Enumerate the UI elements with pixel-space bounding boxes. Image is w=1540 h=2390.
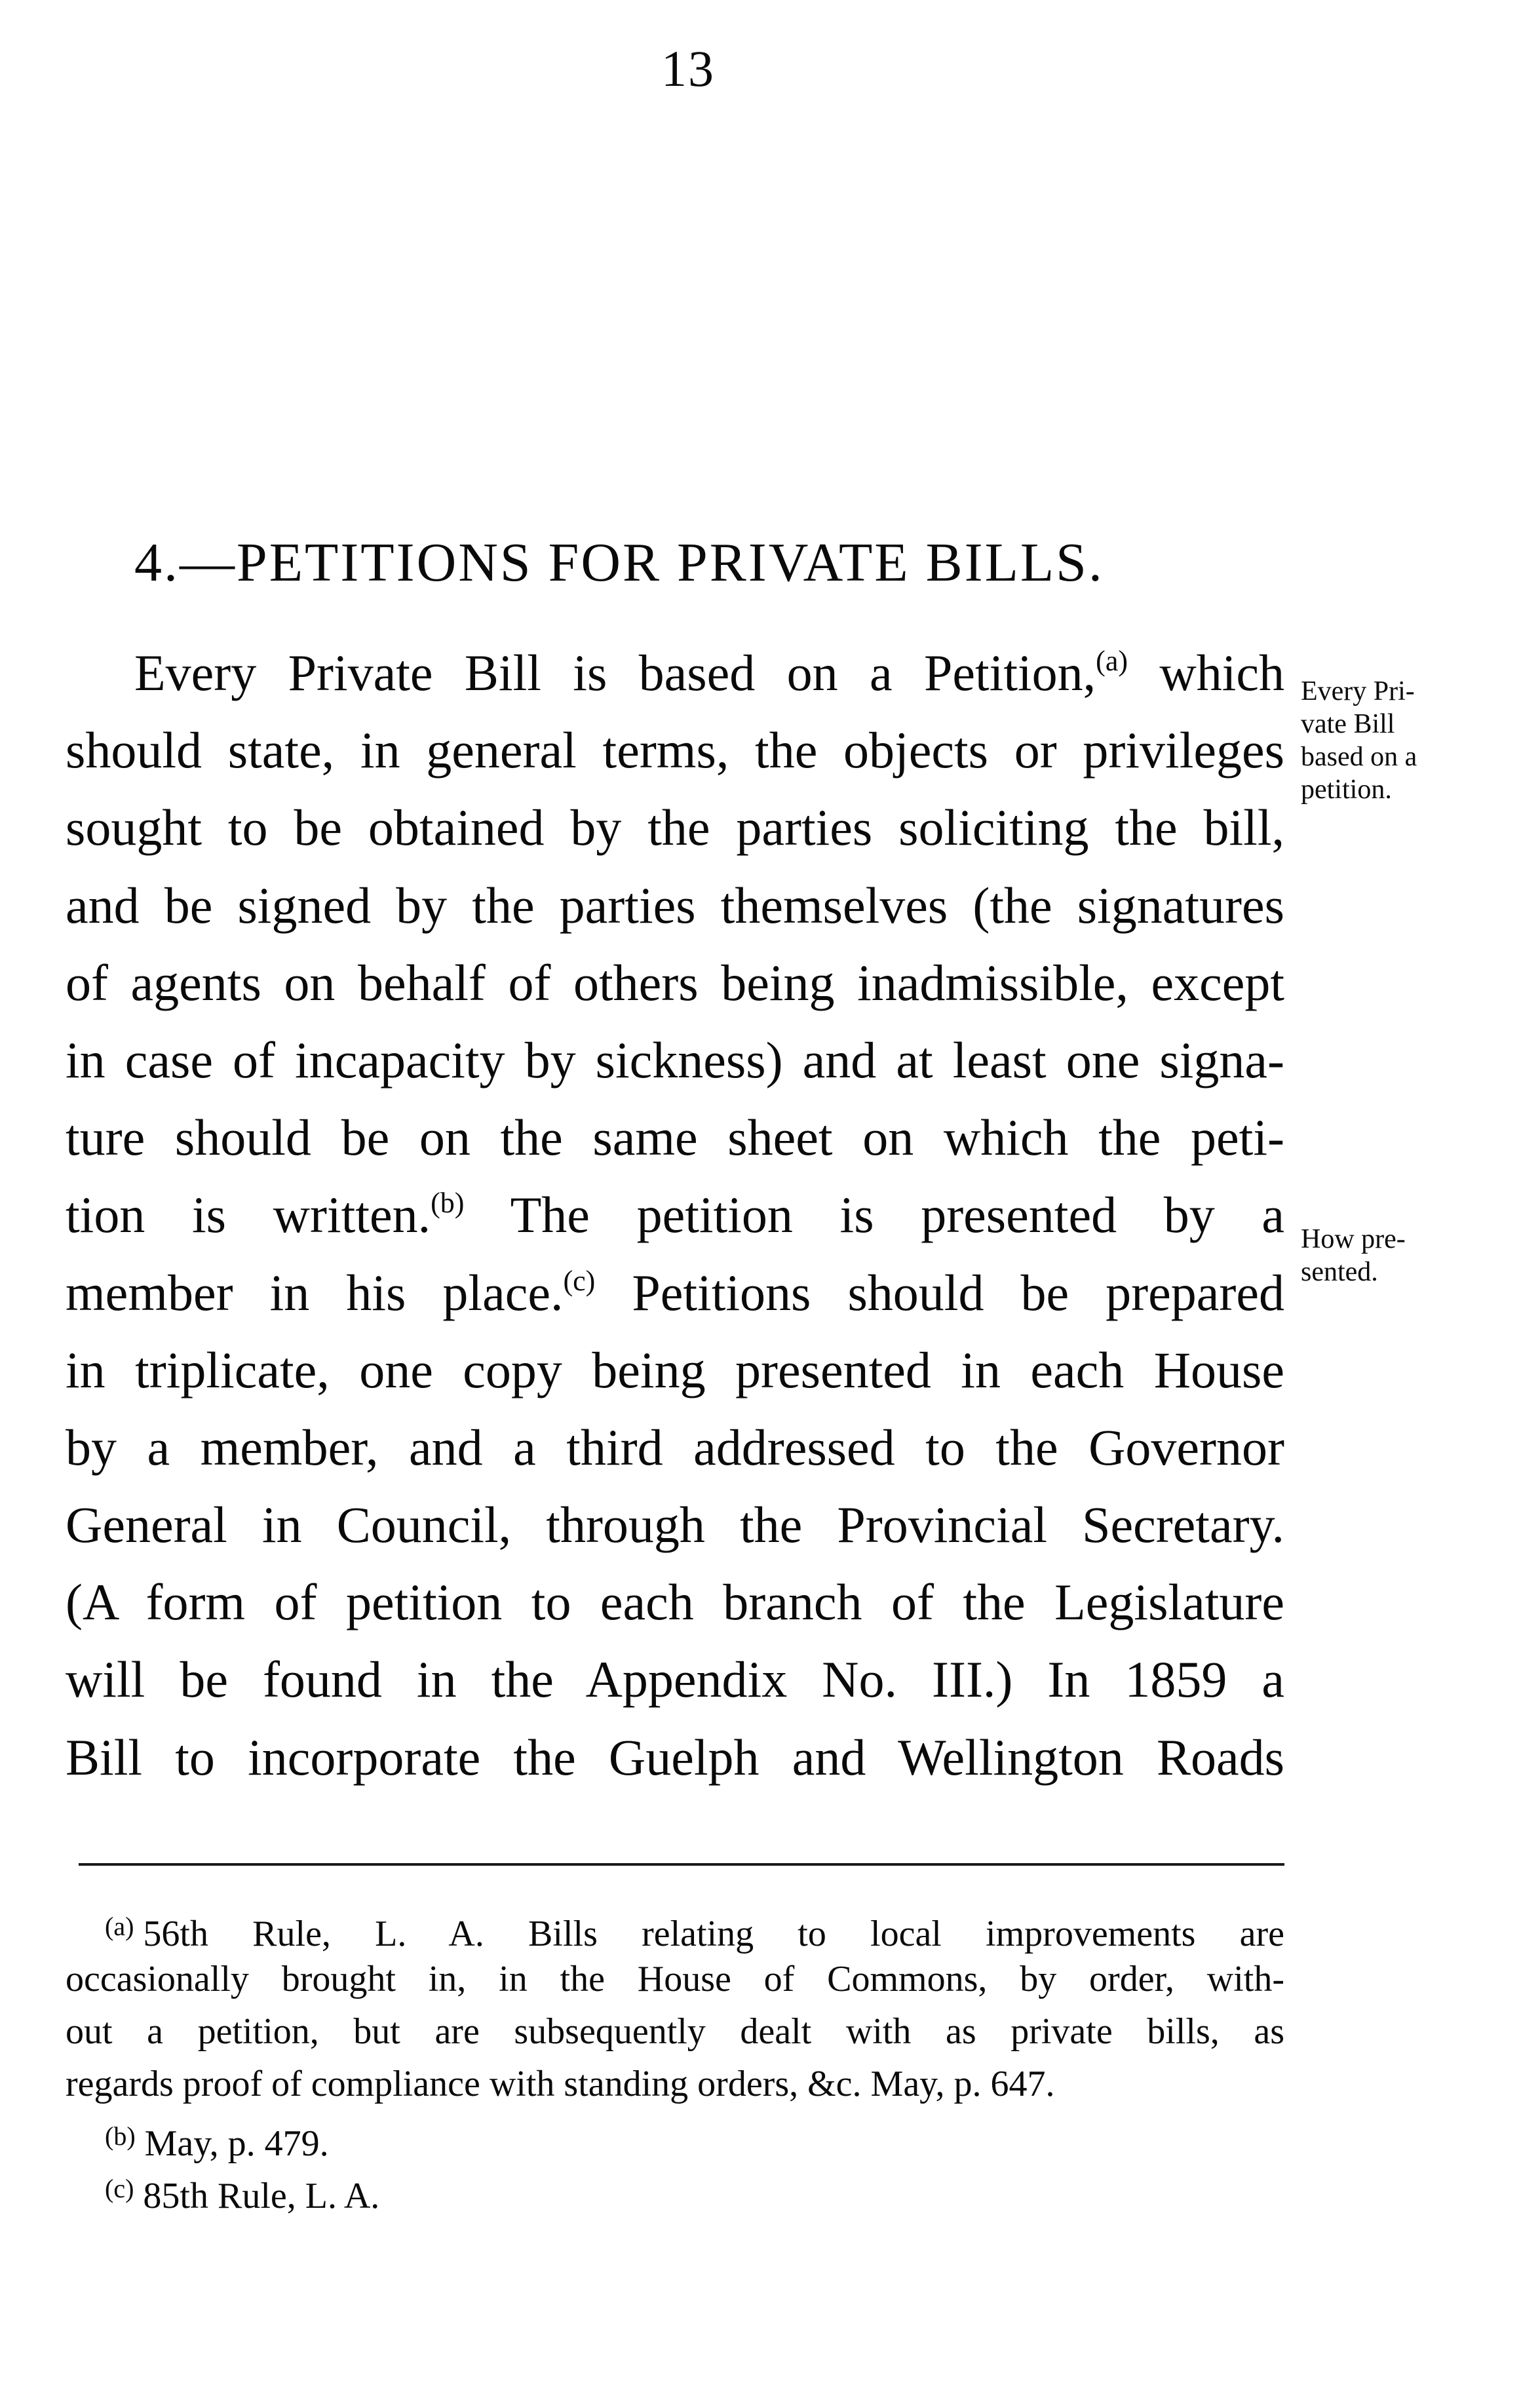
footnote-b: $^{(b)}$ May, p. 479. [105, 2121, 329, 2164]
margin-note-line: petition. [1301, 775, 1392, 805]
margin-note-how-presented [1301, 1223, 1517, 1288]
body-line: ture should be on the same sheet on which the peti- [66, 1109, 1284, 1166]
section-heading: 4.—PETITIONS FOR PRIVATE BILLS. [134, 532, 1104, 593]
margin-note-line: based on a [1301, 742, 1417, 772]
footnote-b-marker: (b) [105, 2121, 136, 2151]
body-line: and be signed by the parties themselves (the signatures [66, 876, 1284, 934]
body-line: in case of incapacity by sickness) and at least one signa- [66, 1031, 1284, 1089]
margin-note-line: vate Bill [1301, 709, 1395, 739]
body-line: of agents on behalf of others being inadmissible, except [66, 954, 1284, 1011]
body-line: Bill to incorporate the Guelph and Wellington Roads [66, 1728, 1284, 1786]
margin-note-line: Every Pri- [1301, 676, 1415, 706]
footnote-ref: (b) [431, 1187, 465, 1220]
footnotes [66, 1900, 1284, 2215]
body-line: will be found in the Appendix No. III.) In 1859 a [66, 1651, 1284, 1708]
body-line: tion is written.$^{(b)}$ The petition is presented by a [66, 1186, 1284, 1244]
body-paragraph [66, 634, 1284, 1796]
body-line: member in his place.$^{(c)}$ Petitions should be prepared [66, 1263, 1284, 1321]
footnote-divider [79, 1863, 1284, 1866]
body-line: sought to be obtained by the parties soliciting the bill, [66, 799, 1284, 857]
body-line: by a member, and a third addressed to the Governor [66, 1418, 1284, 1476]
body-line: Every Private Bill is based on a Petition,$^{(a)}$ which [134, 644, 1284, 701]
footnote-a-line: regards proof of compliance with standing orders, &c. May, p. 647. [66, 2064, 1055, 2104]
body-line: (A form of petition to each branch of the Legislature [66, 1573, 1284, 1631]
footnote-c-marker: (c) [105, 2174, 134, 2203]
margin-note-line: How pre- [1301, 1224, 1406, 1254]
footnote-a-marker: (a) [105, 1912, 134, 1941]
margin-note-line: sented. [1301, 1257, 1378, 1287]
footnote-c: $^{(c)}$ 85th Rule, L. A. [105, 2174, 380, 2216]
body-line: should state, in general terms, the objects or privileges [66, 722, 1284, 779]
footnote-a-line: $^{(a)}$ 56th Rule, L. A. Bills relating to local improvements are [105, 1912, 1284, 1954]
page-number: 13 [661, 40, 715, 97]
footnote-a-line: out a petition, but are subsequently dealt with as private bills, as [66, 2011, 1284, 2052]
body-line: in triplicate, one copy being presented in each House [66, 1341, 1284, 1398]
body-line: General in Council, through the Provincial Secretary. [66, 1496, 1284, 1554]
footnote-ref: (a) [1096, 645, 1128, 677]
margin-note-every-private-bill [1301, 675, 1517, 806]
footnote-a-line: occasionally brought in, in the House of Commons, by order, with- [66, 1959, 1284, 1999]
footnote-ref: (c) [563, 1264, 596, 1297]
